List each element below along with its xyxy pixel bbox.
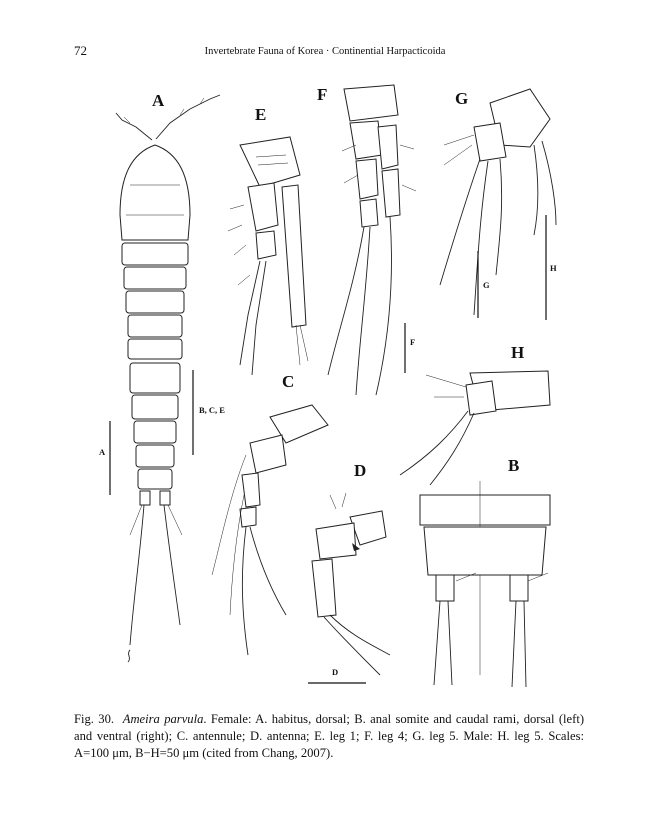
figure-drawing — [60, 75, 600, 695]
caption-prefix: Fig. 30. — [74, 712, 115, 726]
leg5-female-drawing — [440, 89, 556, 315]
habitus-drawing — [116, 95, 220, 662]
scale-label-d: D — [332, 667, 339, 677]
leg1-drawing — [228, 137, 308, 375]
panel-label-h: H — [511, 343, 525, 362]
caption-text: . Female: A. habitus, dorsal; B. anal somite and caudal rami, dorsal (left) and ventral (right); C. antennule; D. antenna; E. leg 1; F. leg 4; G. leg 5. Male: H. leg 5. Scales: A=100 μm, B−H=50 μm (cited from Chang, 2007). — [74, 712, 585, 760]
antennule-drawing — [212, 405, 328, 655]
panel-label-a: A — [152, 91, 165, 110]
scale-label-a: A — [99, 447, 106, 457]
leg4-drawing — [328, 85, 416, 395]
panel-label-c: C — [282, 372, 295, 391]
running-header: Invertebrate Fauna of Korea · Continential Harpacticoida — [204, 46, 446, 57]
panel-label-f: F — [317, 85, 328, 104]
antenna-drawing — [312, 493, 390, 675]
panel-label-e: E — [255, 105, 267, 124]
scale-label-f: F — [410, 337, 416, 347]
panel-label-g: G — [455, 89, 469, 108]
scale-label-h: H — [550, 263, 557, 273]
figure-caption — [74, 711, 584, 762]
figure-plate — [60, 75, 600, 695]
scale-label-bce: B, C, E — [199, 405, 225, 415]
caption-species: Ameira parvula — [122, 712, 204, 726]
panel-label-d: D — [354, 461, 367, 480]
scale-label-g: G — [483, 280, 490, 290]
leg5-male-drawing — [400, 371, 550, 485]
page-number: 72 — [74, 43, 87, 58]
panel-label-b: B — [508, 456, 520, 475]
anal-somite-drawing — [420, 481, 550, 687]
